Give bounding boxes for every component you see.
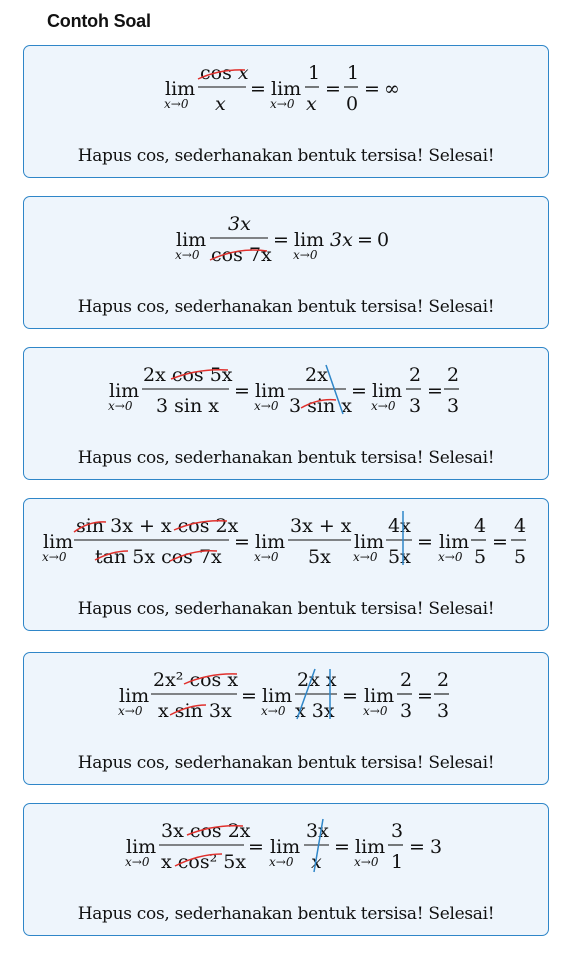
equals-sign: = [417, 531, 433, 553]
lim-label: lim [176, 229, 207, 251]
equals-sign: = [342, 685, 358, 707]
numerator: 3x cos 2x [161, 820, 251, 842]
instruction-text: Hapus cos, sederhanakan bentuk tersisa! Selesai! [77, 599, 495, 619]
result-value: ∞ [384, 78, 400, 100]
expression: 3x [330, 229, 353, 251]
lim-label: lim [271, 78, 302, 100]
denominator: tan 5x cos 7x [95, 546, 222, 568]
equals-sign: = [250, 78, 266, 100]
numerator: 2 [400, 669, 413, 691]
equals-sign: = [427, 380, 443, 402]
lim-subscript: x→0 [363, 704, 388, 718]
lim-label: lim [262, 685, 293, 707]
equals-sign: = [492, 531, 508, 553]
example-card-3 [23, 347, 549, 480]
lim-subscript: x→0 [293, 248, 318, 262]
instruction-text: Hapus cos, sederhanakan bentuk tersisa! Selesai! [77, 448, 495, 468]
denominator: 3 [400, 700, 413, 722]
lim-label: lim [355, 836, 386, 858]
denominator: 0 [346, 93, 359, 115]
equals-sign: = [417, 685, 433, 707]
denominator: 5 [514, 546, 527, 568]
denominator: x cos² 5x [161, 851, 247, 873]
numerator: 1 [308, 62, 321, 84]
lim-subscript: x→0 [175, 248, 200, 262]
numerator: sin 3x + x cos 2x [76, 515, 239, 537]
denominator: cos 7x [211, 244, 272, 266]
lim-subscript: x→0 [42, 550, 67, 564]
lim-subscript: x→0 [269, 855, 294, 869]
lim-label: lim [43, 531, 74, 553]
equals-sign: = [351, 380, 367, 402]
lim-label: lim [255, 531, 286, 553]
instruction-text: Hapus cos, sederhanakan bentuk tersisa! Selesai! [77, 146, 495, 166]
lim-label: lim [109, 380, 140, 402]
lim-subscript: x→0 [270, 97, 295, 111]
numerator: cos x [200, 62, 249, 84]
denominator: 5 [474, 546, 487, 568]
numerator: 3x + x [290, 515, 352, 537]
equals-sign: = [334, 836, 350, 858]
equals-sign: = [234, 380, 250, 402]
numerator: 2 [437, 669, 450, 691]
lim-subscript: x→0 [108, 399, 133, 413]
equals-sign: = [364, 78, 380, 100]
numerator: 3x [228, 213, 251, 235]
lim-subscript: x→0 [125, 855, 150, 869]
numerator: 2 [447, 364, 460, 386]
instruction-text: Hapus cos, sederhanakan bentuk tersisa! Selesai! [77, 904, 495, 924]
denominator: x 3x [295, 700, 335, 722]
numerator: 1 [347, 62, 360, 84]
numerator: 2x x [297, 669, 337, 691]
instruction-text: Hapus cos, sederhanakan bentuk tersisa! Selesai! [77, 753, 495, 773]
equals-sign: = [409, 836, 425, 858]
denominator: 3 [437, 700, 450, 722]
example-card-5 [23, 652, 549, 785]
denominator: 3 [409, 395, 422, 417]
lim-label: lim [372, 380, 403, 402]
result-value: 0 [377, 229, 390, 251]
lim-label: lim [165, 78, 196, 100]
equals-sign: = [241, 685, 257, 707]
denominator: x [215, 93, 226, 115]
lim-label: lim [439, 531, 470, 553]
equals-sign: = [357, 229, 373, 251]
denominator: 3 sin x [289, 395, 352, 417]
numerator: 2x cos 5x [143, 364, 233, 386]
denominator: 1 [391, 851, 404, 873]
denominator: 5x [308, 546, 331, 568]
numerator: 4x [388, 515, 411, 537]
lim-subscript: x→0 [254, 399, 279, 413]
lim-subscript: x→0 [164, 97, 189, 111]
numerator: 2x² cos x [153, 669, 239, 691]
lim-subscript: x→0 [438, 550, 463, 564]
lim-subscript: x→0 [261, 704, 286, 718]
lim-label: lim [364, 685, 395, 707]
instruction-text: Hapus cos, sederhanakan bentuk tersisa! Selesai! [77, 297, 495, 317]
numerator: 4 [514, 515, 527, 537]
lim-subscript: x→0 [371, 399, 396, 413]
lim-label: lim [119, 685, 150, 707]
example-card-4 [23, 498, 549, 631]
lim-subscript: x→0 [353, 550, 378, 564]
equals-sign: = [273, 229, 289, 251]
denominator: 3 [447, 395, 460, 417]
denominator: x [311, 851, 322, 873]
lim-label: lim [255, 380, 286, 402]
example-card-6 [23, 803, 549, 936]
denominator: 5x [388, 546, 411, 568]
example-card-1 [23, 45, 549, 178]
section-heading: Contoh Soal [47, 11, 151, 31]
numerator: 2x [305, 364, 328, 386]
equals-sign: = [325, 78, 341, 100]
numerator: 3 [391, 820, 404, 842]
numerator: 3x [306, 820, 329, 842]
lim-label: lim [354, 531, 385, 553]
numerator: 2 [409, 364, 422, 386]
equals-sign: = [248, 836, 264, 858]
lim-label: lim [126, 836, 157, 858]
lim-label: lim [270, 836, 301, 858]
denominator: 3 sin x [156, 395, 219, 417]
lim-subscript: x→0 [354, 855, 379, 869]
numerator: 4 [474, 515, 487, 537]
example-card-2 [23, 196, 549, 329]
lim-subscript: x→0 [118, 704, 143, 718]
denominator: x sin 3x [158, 700, 232, 722]
lim-label: lim [294, 229, 325, 251]
lim-subscript: x→0 [254, 550, 279, 564]
denominator: x [306, 93, 317, 115]
equals-sign: = [234, 531, 250, 553]
result-value: 3 [430, 836, 443, 858]
